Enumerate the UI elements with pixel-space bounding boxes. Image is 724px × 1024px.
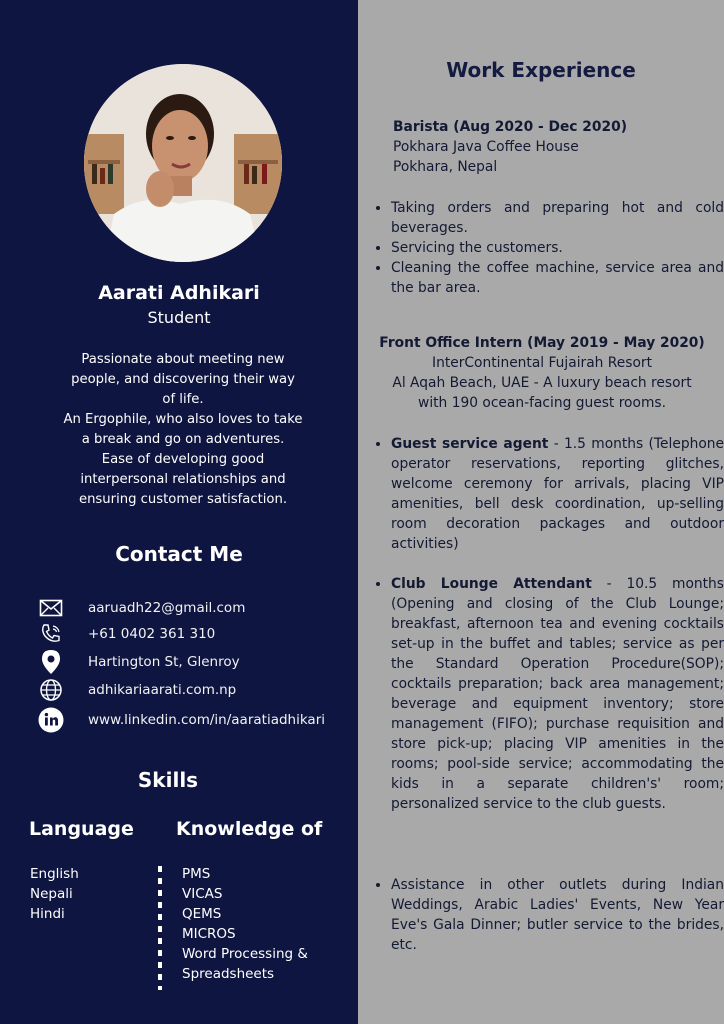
job-intern-duties <box>371 434 724 554</box>
person-role: Student <box>147 308 211 327</box>
contact-email[interactable]: aaruadh22@gmail.com <box>88 600 246 616</box>
about-line: interpersonal relationships and <box>80 472 286 487</box>
list-item: • Assistance in other outlets during Indian Weddings, Arabic Ladies' Events, New Year Eve's Gala Dinner; butler service to the brides, etc. <box>391 875 724 955</box>
contact-address: Hartington St, Glenroy <box>88 654 240 670</box>
job-barista-header <box>393 117 627 177</box>
job-title: Barista (Aug 2020 - Dec 2020) <box>393 119 627 135</box>
contact-heading: Contact Me <box>115 542 243 566</box>
job-intern-duties-3 <box>371 875 724 955</box>
contact-linkedin-row[interactable] <box>38 708 325 732</box>
contact-website[interactable]: adhikariaarati.com.np <box>88 682 237 698</box>
list-item: • Servicing the customers. <box>391 238 724 258</box>
about-line: Passionate about meeting new <box>81 352 285 367</box>
knowledge-item: QEMS <box>182 906 222 922</box>
job-intern-header <box>360 333 724 413</box>
knowledge-item: Spreadsheets <box>182 966 275 982</box>
location-pin-icon <box>38 650 64 674</box>
contact-email-row[interactable] <box>38 596 246 620</box>
list-item <box>391 434 724 554</box>
duty-title: Club Lounge Attendant <box>391 576 592 592</box>
phone-icon <box>38 622 64 646</box>
about-text <box>38 350 328 510</box>
work-experience-heading: Work Experience <box>446 58 636 82</box>
language-item: Hindi <box>30 906 65 922</box>
mail-icon <box>38 596 64 620</box>
job-location-detail: with 190 ocean-facing guest rooms. <box>418 395 666 411</box>
duty-detail: - 1.5 months (Telephone operator reservations, reporting glitches, welcome ceremony for arrivals, placing VIP amenities, bell desk coordination, up-selling room decoration packages and outdoor activities) <box>391 436 724 552</box>
about-line: An Ergophile, who also loves to take <box>63 412 303 427</box>
contact-address-row <box>38 650 240 674</box>
about-line: people, and discovering their way <box>71 372 295 387</box>
about-line: of life. <box>162 392 204 407</box>
sidebar <box>0 0 358 1024</box>
job-location: Pokhara, Nepal <box>393 159 498 175</box>
language-list <box>30 864 79 924</box>
contact-linkedin[interactable]: www.linkedin.com/in/aaratiadhikari <box>88 712 325 728</box>
about-line: a break and go on adventures. <box>81 432 285 447</box>
job-company: InterContinental Fujairah Resort <box>432 355 652 371</box>
about-line: Ease of developing good <box>101 452 265 467</box>
job-location: Al Aqah Beach, UAE - A luxury beach resort <box>392 375 692 391</box>
about-line: ensuring customer satisfaction. <box>78 492 288 507</box>
linkedin-icon <box>38 708 64 732</box>
knowledge-list <box>182 864 308 984</box>
job-intern-duties-2 <box>371 574 724 814</box>
knowledge-item: MICROS <box>182 926 236 942</box>
knowledge-heading: Knowledge of <box>176 818 323 840</box>
dotted-divider <box>158 866 162 990</box>
language-item: English <box>30 866 79 882</box>
language-item: Nepali <box>30 886 73 902</box>
skills-heading: Skills <box>137 768 199 792</box>
job-company: Pokhara Java Coffee House <box>393 139 579 155</box>
duty-title: Guest service agent <box>391 436 549 452</box>
list-item <box>391 574 724 814</box>
profile-photo <box>84 64 282 262</box>
duty-detail: - 10.5 months (Opening and closing of the Club Lounge; breakfast, afternoon tea and evening cocktails set-up in the buffet and tables; service as per the Standard Operation Procedure(SOP); cocktails preparation; back area management; beverage and equipment inventory; store management (FIFO); purchase requisition and store pick-up; placing VIP amenities in the rooms; pool-side service; accommodating the kids in a separate children's' room; personalized service to the club guests. <box>391 576 724 812</box>
contact-phone[interactable]: +61 0402 361 310 <box>88 626 216 642</box>
list-item: • Cleaning the coffee machine, service area and the bar area. <box>391 258 724 298</box>
person-name: Aarati Adhikari <box>98 282 260 304</box>
list-item: • Taking orders and preparing hot and cold beverages. <box>391 198 724 238</box>
knowledge-item: VICAS <box>182 886 223 902</box>
knowledge-item: Word Processing & <box>182 946 308 962</box>
job-title: Front Office Intern (May 2019 - May 2020) <box>379 335 705 351</box>
knowledge-item: PMS <box>182 866 211 882</box>
contact-website-row[interactable] <box>38 678 237 702</box>
contact-phone-row[interactable] <box>38 622 216 646</box>
language-heading: Language <box>29 818 134 840</box>
globe-icon <box>38 678 64 702</box>
job-barista-duties <box>371 198 724 298</box>
